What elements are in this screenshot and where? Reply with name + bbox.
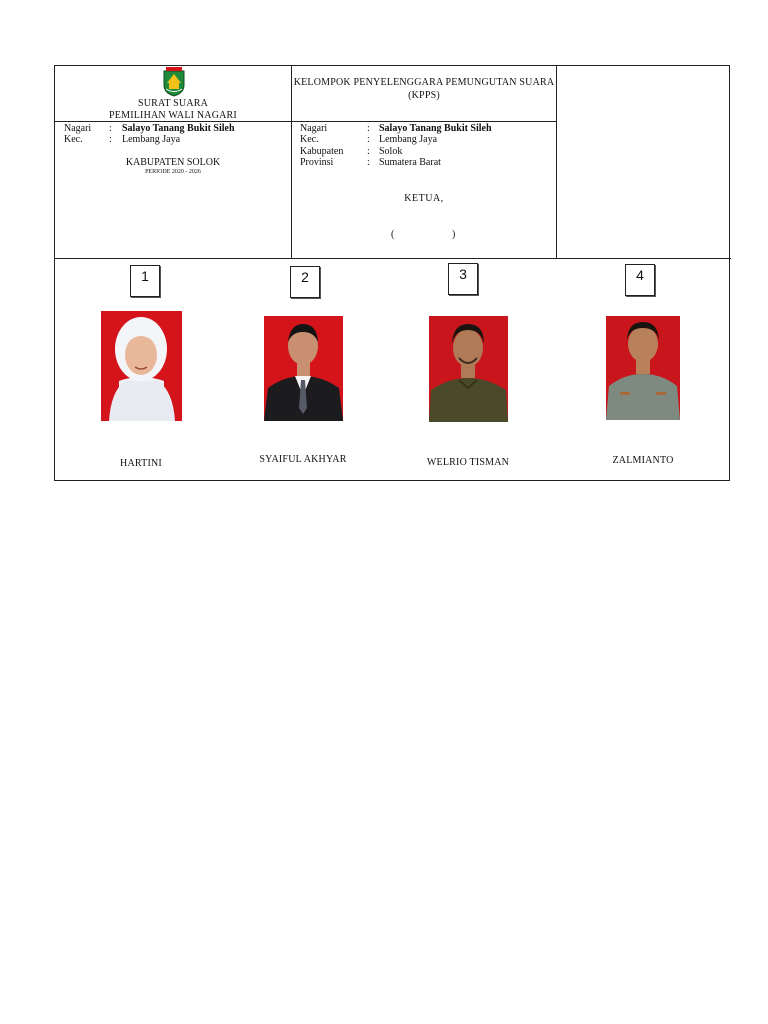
left-info-kec [64, 134, 290, 146]
signature-open-paren: ( [391, 229, 395, 240]
divider-vertical-right [556, 66, 557, 258]
info-sep: : [367, 123, 370, 134]
info-key: Provinsi [300, 157, 334, 168]
info-value: Salayo Tanang Bukit Sileh [122, 123, 235, 134]
ketua-label: KETUA, [404, 193, 444, 204]
candidate-name: SYAIFUL AKHYAR [259, 454, 347, 465]
candidate-photo[interactable] [606, 316, 680, 420]
info-key: Nagari [64, 123, 92, 134]
info-key: Kec. [300, 134, 319, 145]
info-key: Nagari [300, 123, 328, 134]
candidate-photo[interactable] [264, 316, 343, 421]
divider-header-bottom [55, 258, 731, 259]
kpps-title: KELOMPOK PENYELENGGARA PEMUNGUTAN SUARA (KPPS) [293, 77, 555, 101]
kabupaten-solok-emblem-icon [161, 67, 187, 97]
divider-header-left [55, 121, 291, 122]
kpps-info-kec [300, 134, 550, 146]
candidate-number-box: 3 [448, 263, 478, 295]
candidate-name: HARTINI [120, 458, 162, 469]
info-value: Salayo Tanang Bukit Sileh [379, 123, 492, 134]
kabupaten-label: KABUPATEN SOLOK [125, 157, 221, 168]
info-sep: : [109, 123, 112, 134]
ballot-title: SURAT SUARA [137, 98, 209, 109]
info-value: Lembang Jaya [122, 134, 181, 145]
info-sep: : [367, 157, 370, 168]
info-sep: : [367, 146, 370, 157]
candidate-name: ZALMIANTO [612, 455, 674, 466]
info-sep: : [109, 134, 112, 145]
candidate-number-box: 4 [625, 264, 655, 296]
info-sep: : [367, 134, 370, 145]
candidate-photo[interactable] [101, 311, 182, 421]
divider-header-kpps [291, 121, 556, 122]
kpps-info-provinsi [300, 157, 550, 169]
info-key: Kec. [64, 134, 83, 145]
periode-label: PERIODE 2020 - 2026 [145, 169, 201, 175]
info-value: Sumatera Barat [379, 157, 441, 168]
candidate-name: WELRIO TISMAN [426, 457, 510, 468]
info-value: Lembang Jaya [379, 134, 438, 145]
ballot-subtitle: PEMILIHAN WALI NAGARI [109, 110, 237, 121]
ballot-paper [54, 65, 730, 481]
candidate-number-box: 1 [130, 265, 160, 297]
candidate-number-box: 2 [290, 266, 320, 298]
info-key: Kabupaten [300, 146, 344, 157]
candidate-photo[interactable] [429, 316, 508, 422]
info-value: Solok [379, 146, 403, 157]
signature-close-paren: ) [452, 229, 456, 240]
